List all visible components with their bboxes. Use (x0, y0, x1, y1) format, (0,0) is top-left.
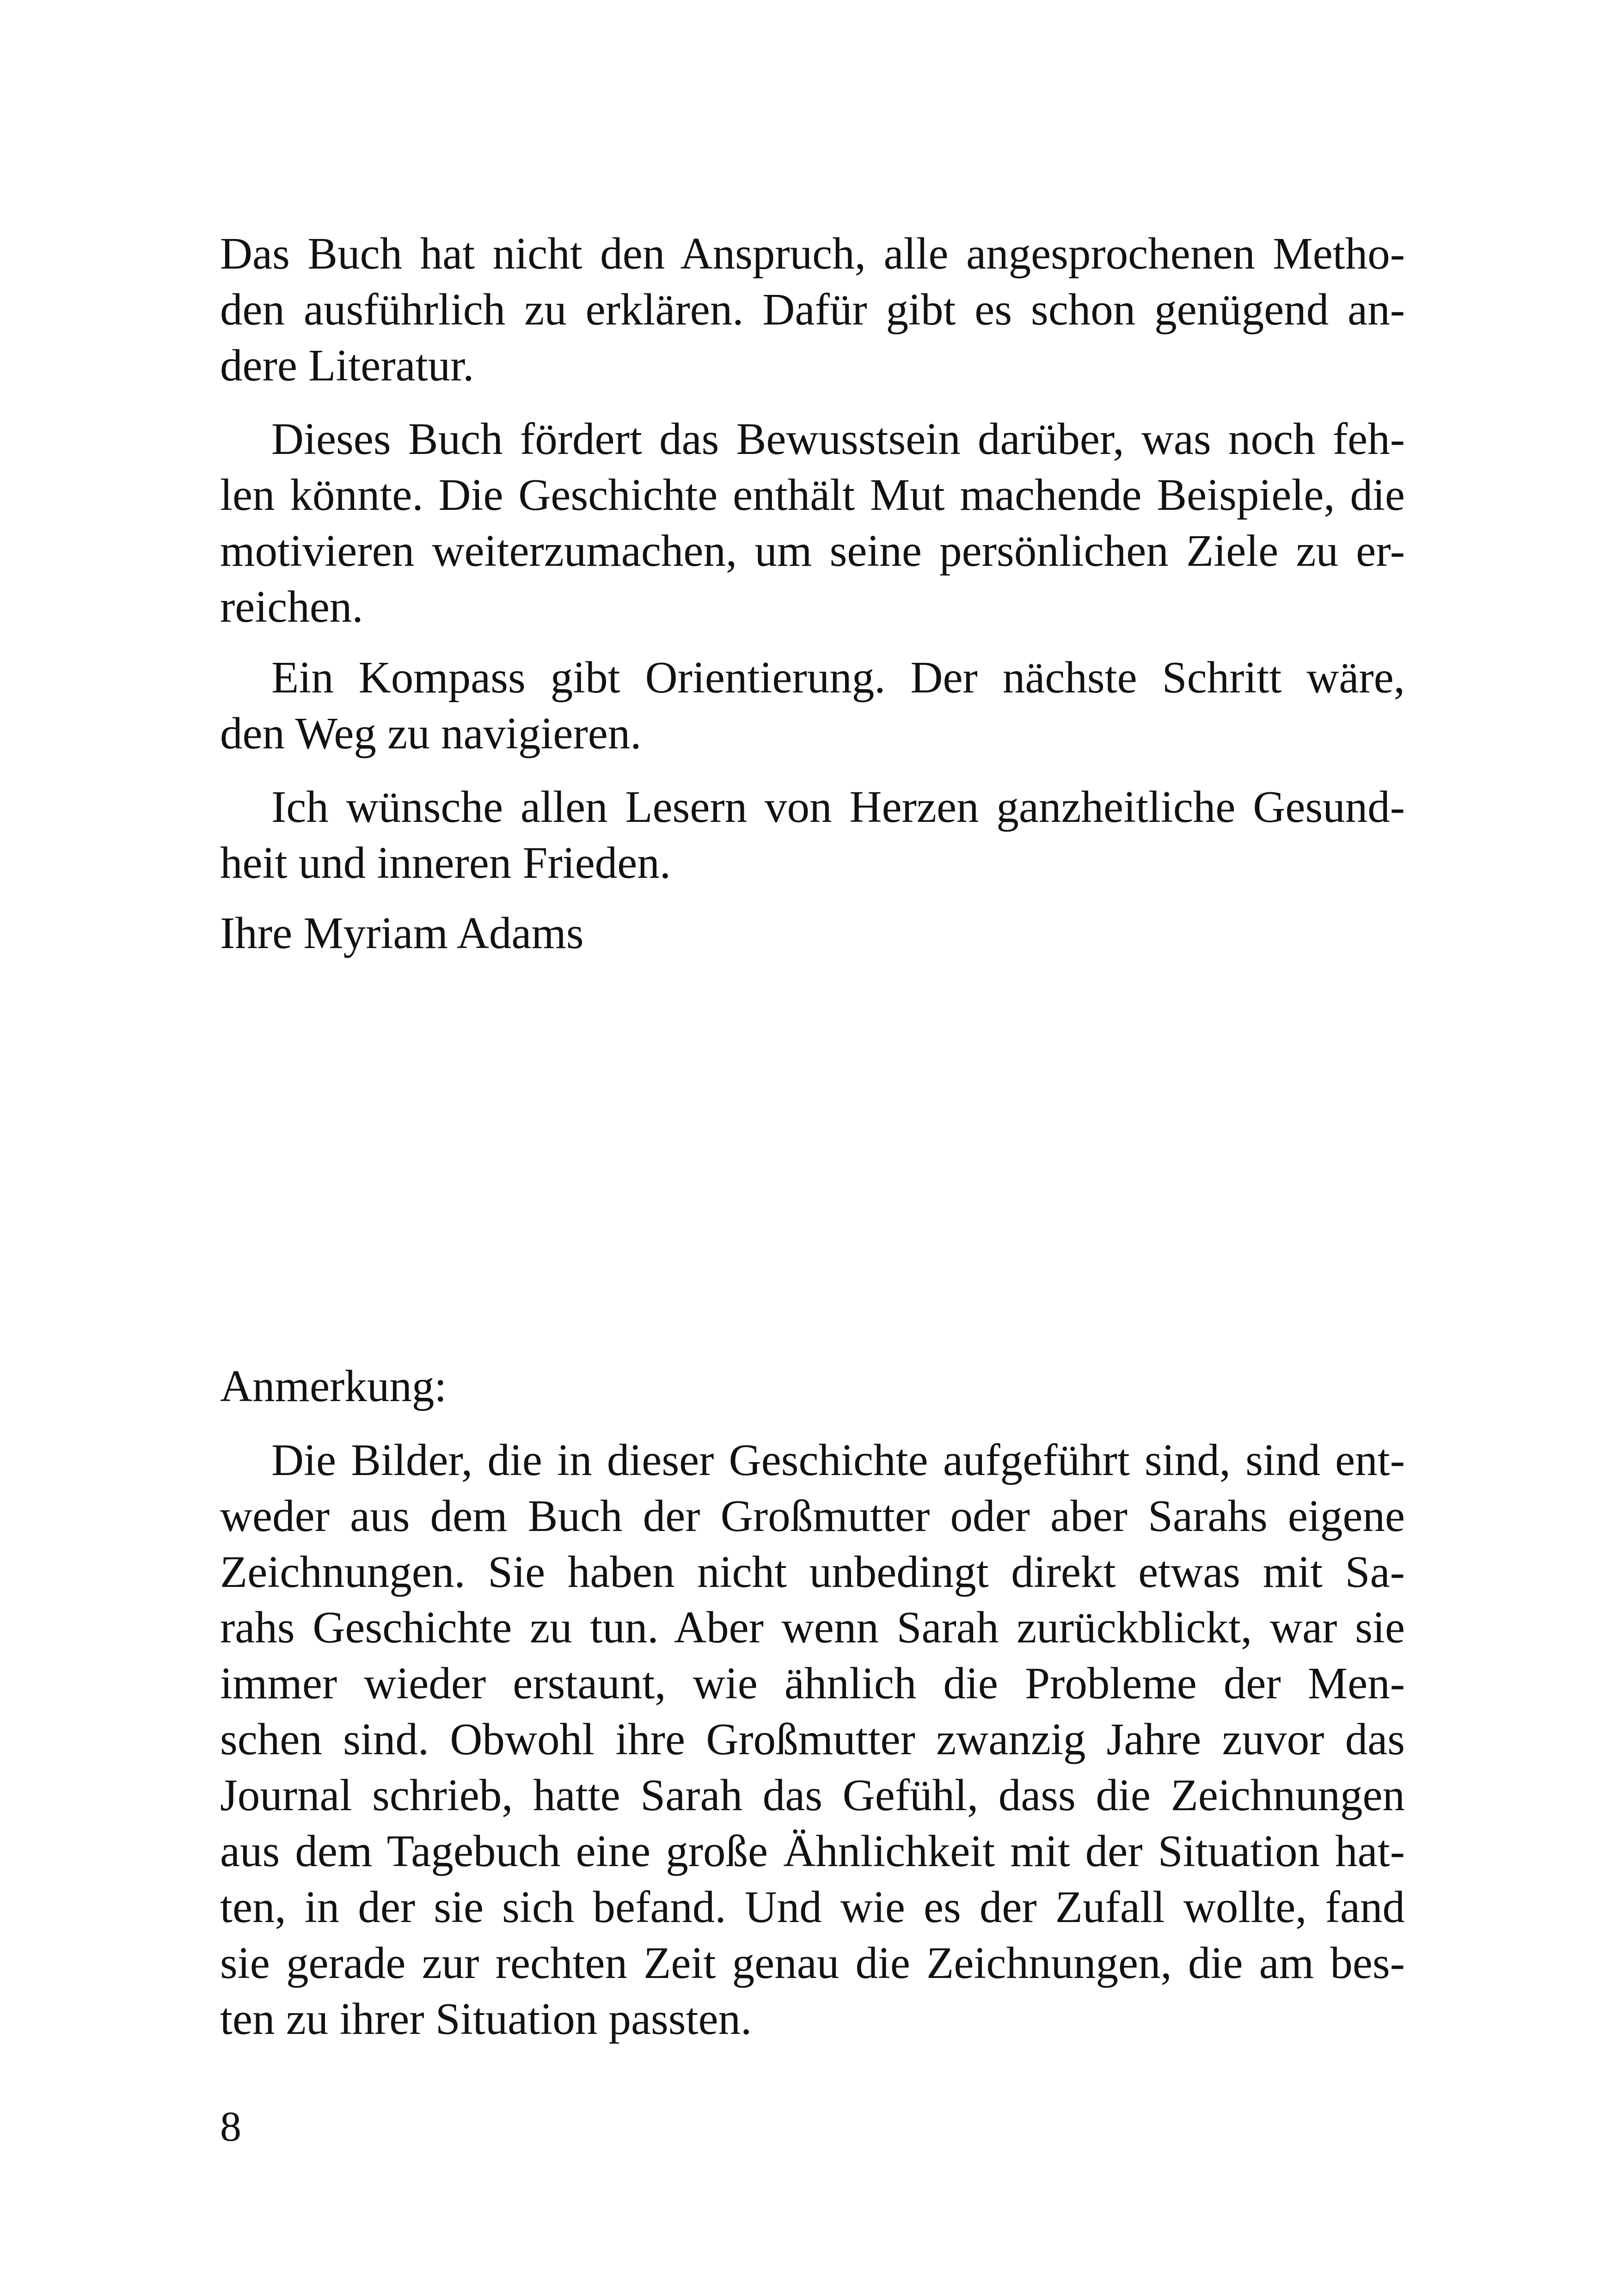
text-line: weder aus dem Buch der Großmutter oder aber Sarahs eigene (220, 1491, 1405, 1541)
text-line: den ausführlich zu erklären. Dafür gibt es schon genügend an- (220, 285, 1405, 334)
text-line: aus dem Tagebuch eine große Ähnlichkeit mit der Situation hat- (220, 1826, 1405, 1876)
text-line: Journal schrieb, hatte Sarah das Gefühl, dass die Zeichnungen (220, 1770, 1405, 1820)
text-line: motivieren weiterzumachen, um seine persönlichen Ziele zu er- (220, 526, 1405, 576)
text-line: Das Buch hat nicht den Anspruch, alle angesprochenen Metho- (220, 229, 1405, 278)
text-line: den Weg zu navigieren. (220, 709, 642, 758)
text-line: Die Bilder, die in dieser Geschichte aufgeführt sind, sind ent- (271, 1435, 1405, 1485)
text-line: reichen. (220, 582, 363, 631)
text-line: ten, in der sie sich befand. Und wie es der Zufall wollte, fand (220, 1882, 1405, 1932)
page-number: 8 (220, 2103, 241, 2150)
text-line: Ich wünsche allen Lesern von Herzen ganzheitliche Gesund- (271, 782, 1405, 832)
text-line: rahs Geschichte zu tun. Aber wenn Sarah zurückblickt, war sie (220, 1603, 1405, 1652)
text-line: immer wieder erstaunt, wie ähnlich die Probleme der Men- (220, 1659, 1405, 1708)
text-line: Anmerkung: (220, 1361, 447, 1411)
text-line: len könnte. Die Geschichte enthält Mut machende Beispiele, die (220, 470, 1405, 520)
text-line: Dieses Buch fördert das Bewusstsein darüber, was noch feh- (271, 414, 1405, 464)
text-line: dere Literatur. (220, 341, 474, 390)
text-line: sie gerade zur rechten Zeit genau die Zeichnungen, die am bes- (220, 1938, 1405, 1988)
text-line: Ein Kompass gibt Orientierung. Der nächste Schritt wäre, (271, 653, 1405, 702)
text-line: ten zu ihrer Situation passten. (220, 1994, 752, 2044)
text-line: heit und inneren Frieden. (220, 838, 671, 888)
text-line: Zeichnungen. Sie haben nicht unbedingt direkt etwas mit Sa- (220, 1547, 1405, 1597)
text-line: schen sind. Obwohl ihre Großmutter zwanzig Jahre zuvor das (220, 1714, 1405, 1764)
text-line: Ihre Myriam Adams (220, 908, 584, 958)
